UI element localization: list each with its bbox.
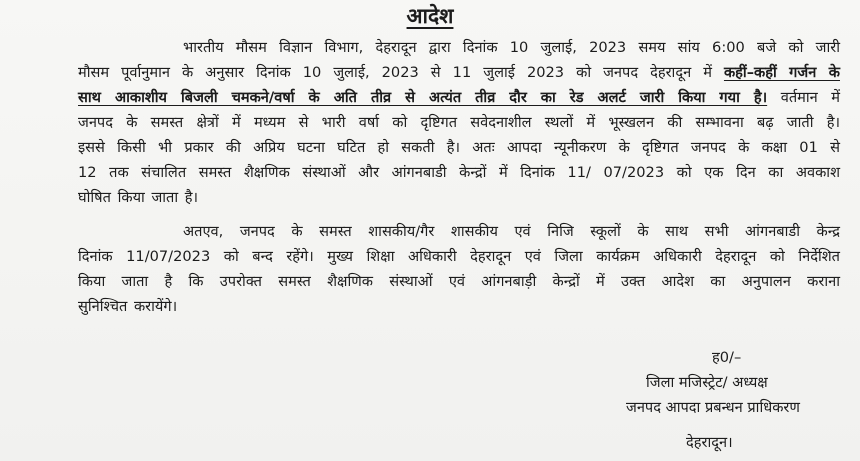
paragraph2-line4: सुनिश्चित करायेंगे। <box>78 298 178 315</box>
signature-place: देहरादून। <box>686 434 733 451</box>
paragraph2-line3: किया जाता है कि उपरोक्त समस्त शैक्षणिक संस्थाओं एवं आंगनबाड़ी केन्द्रों में उक्त आदेश का अनुपालन कराना <box>78 273 840 290</box>
document-title <box>0 2 860 30</box>
signature-authority: जनपद आपदा प्रबन्धन प्राधिकरण <box>626 399 800 416</box>
paragraph1-line4: जनपद के समस्त क्षेत्रों में मध्यम से भारी वर्षा को दृष्टिगत सवेदनाशील स्थलों में भूस्खलन की सम्भावना बढ़ जाती है। <box>78 114 840 131</box>
paragraph1-line6: 12 तक संचालित समस्त शैक्षणिक संस्थाओं और आंगनबाडी केन्द्रों में दिनांक 11/ 07/2023 को एक दिन का अवकाश <box>78 164 840 181</box>
paragraph1-line2-normal: मौसम पूर्वानुमान के अनुसार दिनांक 10 जुलाई, 2023 से 11 जुलाई 2023 को जनपद देहरादून में <box>78 64 712 81</box>
paragraph1-line7: घोषित किया जाता है। <box>78 189 199 206</box>
red-alert-text-end: साथ आकाशीय बिजली चमकने/वर्षा के अति तीव्र से अत्यंत तीव्र दौर का रेड अलर्ट जारी किया गया है। <box>78 89 768 106</box>
paragraph1-line3 <box>78 88 840 108</box>
paragraph2-line2: दिनांक 11/07/2023 को बन्द रहेंगे। मुख्य शिक्षा अधिकारी देहरादून एवं जिला कार्यक्रम अधिकारी देहरादून को निर्देशित <box>78 248 840 265</box>
signature-mark: ह0/– <box>712 349 742 366</box>
paragraph1-line2 <box>78 63 840 83</box>
signature-designation: जिला मजिस्ट्रेट/ अध्यक्ष <box>646 374 768 391</box>
red-alert-text-start: कहीं–कहीं गर्जन के <box>723 64 840 81</box>
paragraph1-line3-normal: वर्तमान में <box>780 89 841 106</box>
paragraph1-line1: भारतीय मौसम विज्ञान विभाग, देहरादून द्वारा दिनांक 10 जुलाई, 2023 समय सांय 6:00 बजे को जारी <box>183 39 840 56</box>
paragraph1-line5: इससे किसी भी प्रकार की अप्रिय घटना घटित हो सकती है। अतः आपदा न्यूनीकरण के दृष्टिगत जनपद के कक्षा 01 से <box>78 139 840 156</box>
title-text: आदेश <box>406 4 454 28</box>
paragraph2-line1: अतएव, जनपद के समस्त शासकीय/गैर शासकीय एवं निजि स्कूलों के साथ सभी आंगनबाडी केन्द्र <box>183 223 840 240</box>
